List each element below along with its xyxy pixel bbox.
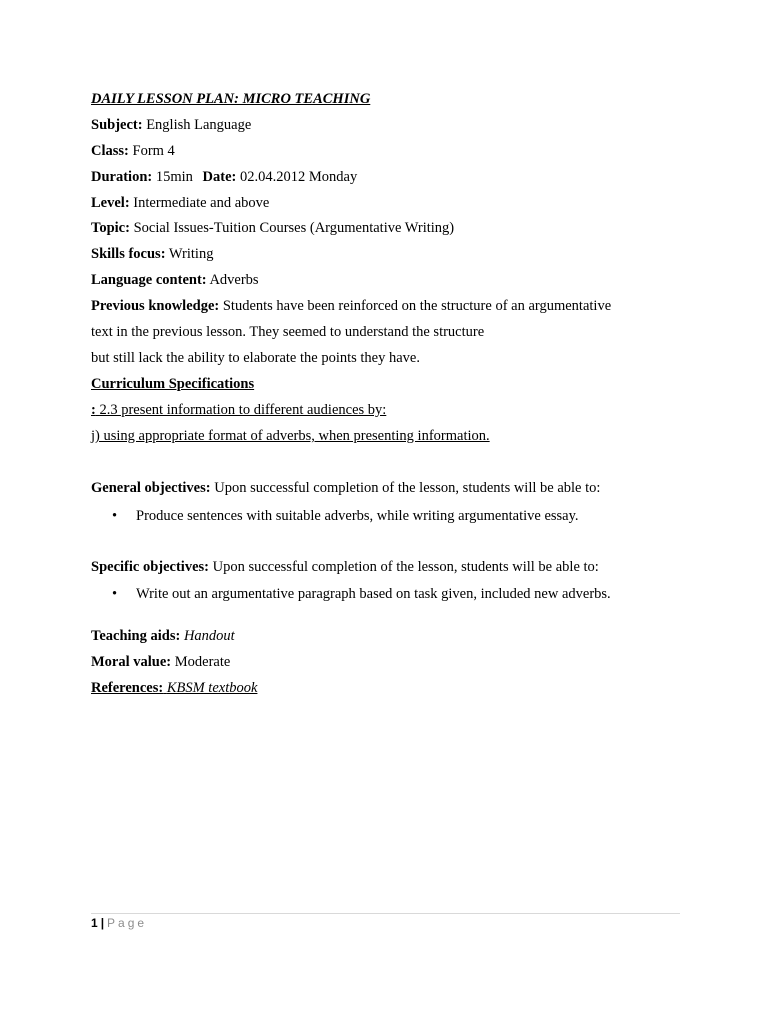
duration-value: 15min: [155, 169, 193, 185]
class-value: Form 4: [132, 143, 175, 159]
general-objectives-value: Upon successful completion of the lesson, students will be able to:: [214, 480, 601, 496]
previous-knowledge-line3: but still lack the ability to elaborate the points they have.: [91, 350, 420, 366]
language-value: Adverbs: [209, 272, 259, 288]
skills-row: [91, 245, 213, 263]
curriculum-item-1-text: 2.3 present information to different audiences by:: [99, 402, 387, 418]
general-objectives-row: [91, 479, 600, 497]
language-row: [91, 271, 259, 289]
subject-row: [91, 116, 251, 134]
curriculum-colon: :: [91, 402, 96, 418]
specific-objectives-label: Specific objectives:: [91, 559, 209, 575]
moral-value-value: Moderate: [174, 654, 231, 670]
level-label: Level:: [91, 195, 130, 211]
footer-divider: [91, 913, 680, 914]
topic-row: [91, 219, 454, 237]
specific-objective-text: Write out an argumentative paragraph based on task given, included new adverbs.: [136, 586, 611, 602]
duration-row: [91, 168, 357, 186]
bullet-icon: •: [112, 586, 118, 602]
moral-value-row: [91, 653, 230, 671]
previous-knowledge-line2: text in the previous lesson. They seemed to understand the structure: [91, 324, 485, 340]
level-row: [91, 194, 269, 212]
bullet-icon: •: [112, 508, 118, 524]
page-word: Page: [107, 916, 148, 930]
teaching-aids-value: Handout: [183, 628, 235, 644]
skills-label: Skills focus:: [91, 246, 166, 262]
topic-label: Topic:: [91, 220, 130, 236]
curriculum-item-1: [91, 401, 386, 419]
document-title: DAILY LESSON PLAN: MICRO TEACHING: [91, 91, 371, 107]
references-label: References:: [91, 680, 164, 696]
page-number: 1: [91, 916, 98, 930]
page-footer: [91, 915, 147, 931]
references-row: [91, 679, 257, 697]
duration-label: Duration:: [91, 169, 153, 185]
curriculum-item-2: j) using appropriate format of adverbs, when presenting information.: [91, 428, 490, 444]
topic-value: Social Issues-Tuition Courses (Argumentative Writing): [133, 220, 455, 236]
skills-value: Writing: [168, 246, 214, 262]
general-objective-text: Produce sentences with suitable adverbs, while writing argumentative essay.: [136, 508, 579, 524]
references-value: KBSM textbook: [166, 680, 258, 696]
curriculum-heading: Curriculum Specifications: [91, 376, 255, 392]
moral-value-label: Moral value:: [91, 654, 172, 670]
general-objectives-label: General objectives:: [91, 480, 211, 496]
language-label: Language content:: [91, 272, 207, 288]
specific-objective-bullet: [112, 585, 611, 603]
date-label: Date:: [202, 169, 237, 185]
subject-value: English Language: [146, 117, 252, 133]
class-label: Class:: [91, 143, 129, 159]
general-objective-bullet: [112, 507, 579, 525]
subject-label: Subject:: [91, 117, 143, 133]
date-value: 02.04.2012 Monday: [240, 169, 358, 185]
previous-knowledge-label: Previous knowledge:: [91, 298, 220, 314]
previous-knowledge-row: [91, 297, 611, 315]
footer-separator: |: [100, 916, 105, 930]
class-row: [91, 142, 175, 160]
teaching-aids-label: Teaching aids:: [91, 628, 181, 644]
teaching-aids-row: [91, 627, 235, 645]
specific-objectives-row: [91, 558, 599, 576]
previous-knowledge-line1: Students have been reinforced on the structure of an argumentative: [222, 298, 612, 314]
specific-objectives-value: Upon successful completion of the lesson, students will be able to:: [212, 559, 599, 575]
level-value: Intermediate and above: [133, 195, 270, 211]
